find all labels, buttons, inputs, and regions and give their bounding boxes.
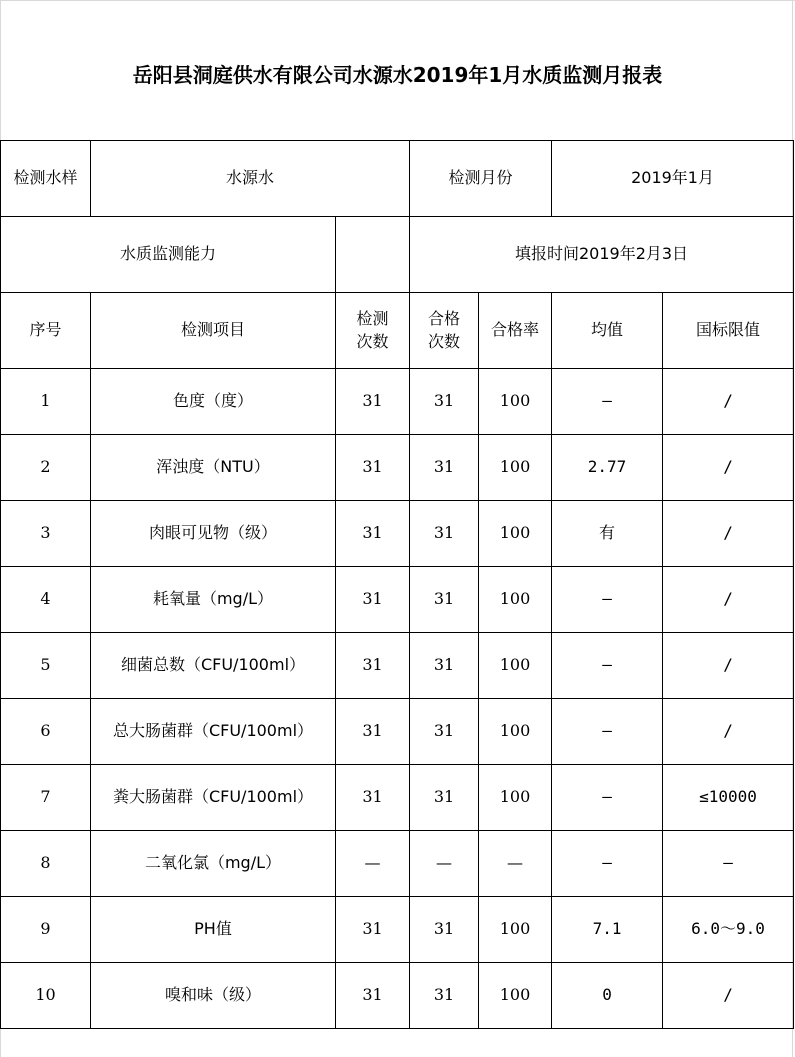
capability-label: 水质监测能力 bbox=[1, 217, 336, 293]
row-limit: 6.0～9.0 bbox=[663, 897, 794, 963]
row-rate: 100 bbox=[479, 501, 552, 567]
row-count: 31 bbox=[336, 897, 410, 963]
row-count: 31 bbox=[336, 963, 410, 1029]
row-count: 31 bbox=[336, 633, 410, 699]
row-rate: 100 bbox=[479, 435, 552, 501]
report-time: 填报时间2019年2月3日 bbox=[410, 217, 794, 293]
row-limit: ≤10000 bbox=[663, 765, 794, 831]
table-row bbox=[1, 501, 794, 567]
info-row-sample bbox=[1, 141, 794, 217]
row-index: 9 bbox=[1, 897, 91, 963]
row-index: 4 bbox=[1, 567, 91, 633]
row-count: 31 bbox=[336, 567, 410, 633]
row-mean: — bbox=[552, 369, 663, 435]
report-title: 岳阳县洞庭供水有限公司水源水2019年1月水质监测月报表 bbox=[132, 62, 663, 87]
row-index: 1 bbox=[1, 369, 91, 435]
row-passed: 31 bbox=[410, 501, 479, 567]
row-limit: / bbox=[663, 633, 794, 699]
sample-value: 水源水 bbox=[91, 141, 410, 217]
row-index: 10 bbox=[1, 963, 91, 1029]
row-index: 3 bbox=[1, 501, 91, 567]
info-row-capability bbox=[1, 217, 794, 293]
row-item: PH值 bbox=[91, 897, 336, 963]
row-item: 嗅和味（级） bbox=[91, 963, 336, 1029]
row-passed: 31 bbox=[410, 963, 479, 1029]
row-index: 8 bbox=[1, 831, 91, 897]
row-passed: 31 bbox=[410, 633, 479, 699]
table-row bbox=[1, 897, 794, 963]
row-index: 5 bbox=[1, 633, 91, 699]
header-row bbox=[1, 293, 794, 369]
header-mean: 均值 bbox=[552, 293, 663, 369]
row-rate: 100 bbox=[479, 963, 552, 1029]
row-limit: / bbox=[663, 435, 794, 501]
header-count-line2: 次数 bbox=[356, 331, 389, 351]
table-row bbox=[1, 831, 794, 897]
row-count: 31 bbox=[336, 369, 410, 435]
table-row bbox=[1, 369, 794, 435]
row-item: 细菌总数（CFU/100ml） bbox=[91, 633, 336, 699]
header-count bbox=[336, 293, 410, 369]
row-item: 色度（度） bbox=[91, 369, 336, 435]
header-passed bbox=[410, 293, 479, 369]
header-passed-line2: 次数 bbox=[428, 331, 461, 351]
row-mean: — bbox=[552, 831, 663, 897]
table-row bbox=[1, 765, 794, 831]
header-passed-line1: 合格 bbox=[428, 309, 461, 329]
table-row bbox=[1, 567, 794, 633]
row-mean: 0 bbox=[552, 963, 663, 1029]
row-passed: 31 bbox=[410, 765, 479, 831]
row-mean: — bbox=[552, 567, 663, 633]
row-rate: 100 bbox=[479, 897, 552, 963]
sample-label: 检测水样 bbox=[1, 141, 91, 217]
row-item: 肉眼可见物（级） bbox=[91, 501, 336, 567]
row-rate: 100 bbox=[479, 765, 552, 831]
row-mean: 有 bbox=[552, 501, 663, 567]
row-passed: 31 bbox=[410, 567, 479, 633]
header-limit: 国标限值 bbox=[663, 293, 794, 369]
row-passed: — bbox=[410, 831, 479, 897]
month-label: 检测月份 bbox=[410, 141, 552, 217]
row-index: 2 bbox=[1, 435, 91, 501]
table-row bbox=[1, 699, 794, 765]
row-limit: / bbox=[663, 963, 794, 1029]
row-limit: / bbox=[663, 369, 794, 435]
row-count: 31 bbox=[336, 699, 410, 765]
row-mean: — bbox=[552, 633, 663, 699]
row-mean: — bbox=[552, 699, 663, 765]
row-rate: — bbox=[479, 831, 552, 897]
row-mean: 2.77 bbox=[552, 435, 663, 501]
row-rate: 100 bbox=[479, 633, 552, 699]
month-value: 2019年1月 bbox=[552, 141, 794, 217]
row-rate: 100 bbox=[479, 699, 552, 765]
table-row bbox=[1, 633, 794, 699]
sheet-gridline-top bbox=[0, 0, 795, 1]
row-index: 6 bbox=[1, 699, 91, 765]
row-count: 31 bbox=[336, 765, 410, 831]
header-rate: 合格率 bbox=[479, 293, 552, 369]
row-passed: 31 bbox=[410, 435, 479, 501]
header-index: 序号 bbox=[1, 293, 91, 369]
row-limit: / bbox=[663, 699, 794, 765]
row-limit: / bbox=[663, 501, 794, 567]
row-count: — bbox=[336, 831, 410, 897]
row-item: 粪大肠菌群（CFU/100ml） bbox=[91, 765, 336, 831]
row-rate: 100 bbox=[479, 567, 552, 633]
row-passed: 31 bbox=[410, 897, 479, 963]
water-quality-table bbox=[0, 140, 794, 1029]
row-limit: — bbox=[663, 831, 794, 897]
row-mean: — bbox=[552, 765, 663, 831]
capability-blank bbox=[336, 217, 410, 293]
row-item: 二氧化氯（mg/L） bbox=[91, 831, 336, 897]
row-count: 31 bbox=[336, 435, 410, 501]
row-passed: 31 bbox=[410, 699, 479, 765]
row-mean: 7.1 bbox=[552, 897, 663, 963]
row-limit: / bbox=[663, 567, 794, 633]
row-item: 总大肠菌群（CFU/100ml） bbox=[91, 699, 336, 765]
table-row bbox=[1, 435, 794, 501]
row-passed: 31 bbox=[410, 369, 479, 435]
row-count: 31 bbox=[336, 501, 410, 567]
row-rate: 100 bbox=[479, 369, 552, 435]
header-item: 检测项目 bbox=[91, 293, 336, 369]
row-index: 7 bbox=[1, 765, 91, 831]
table-row bbox=[1, 963, 794, 1029]
header-count-line1: 检测 bbox=[356, 309, 389, 329]
row-item: 浑浊度（NTU） bbox=[91, 435, 336, 501]
row-item: 耗氧量（mg/L） bbox=[91, 567, 336, 633]
